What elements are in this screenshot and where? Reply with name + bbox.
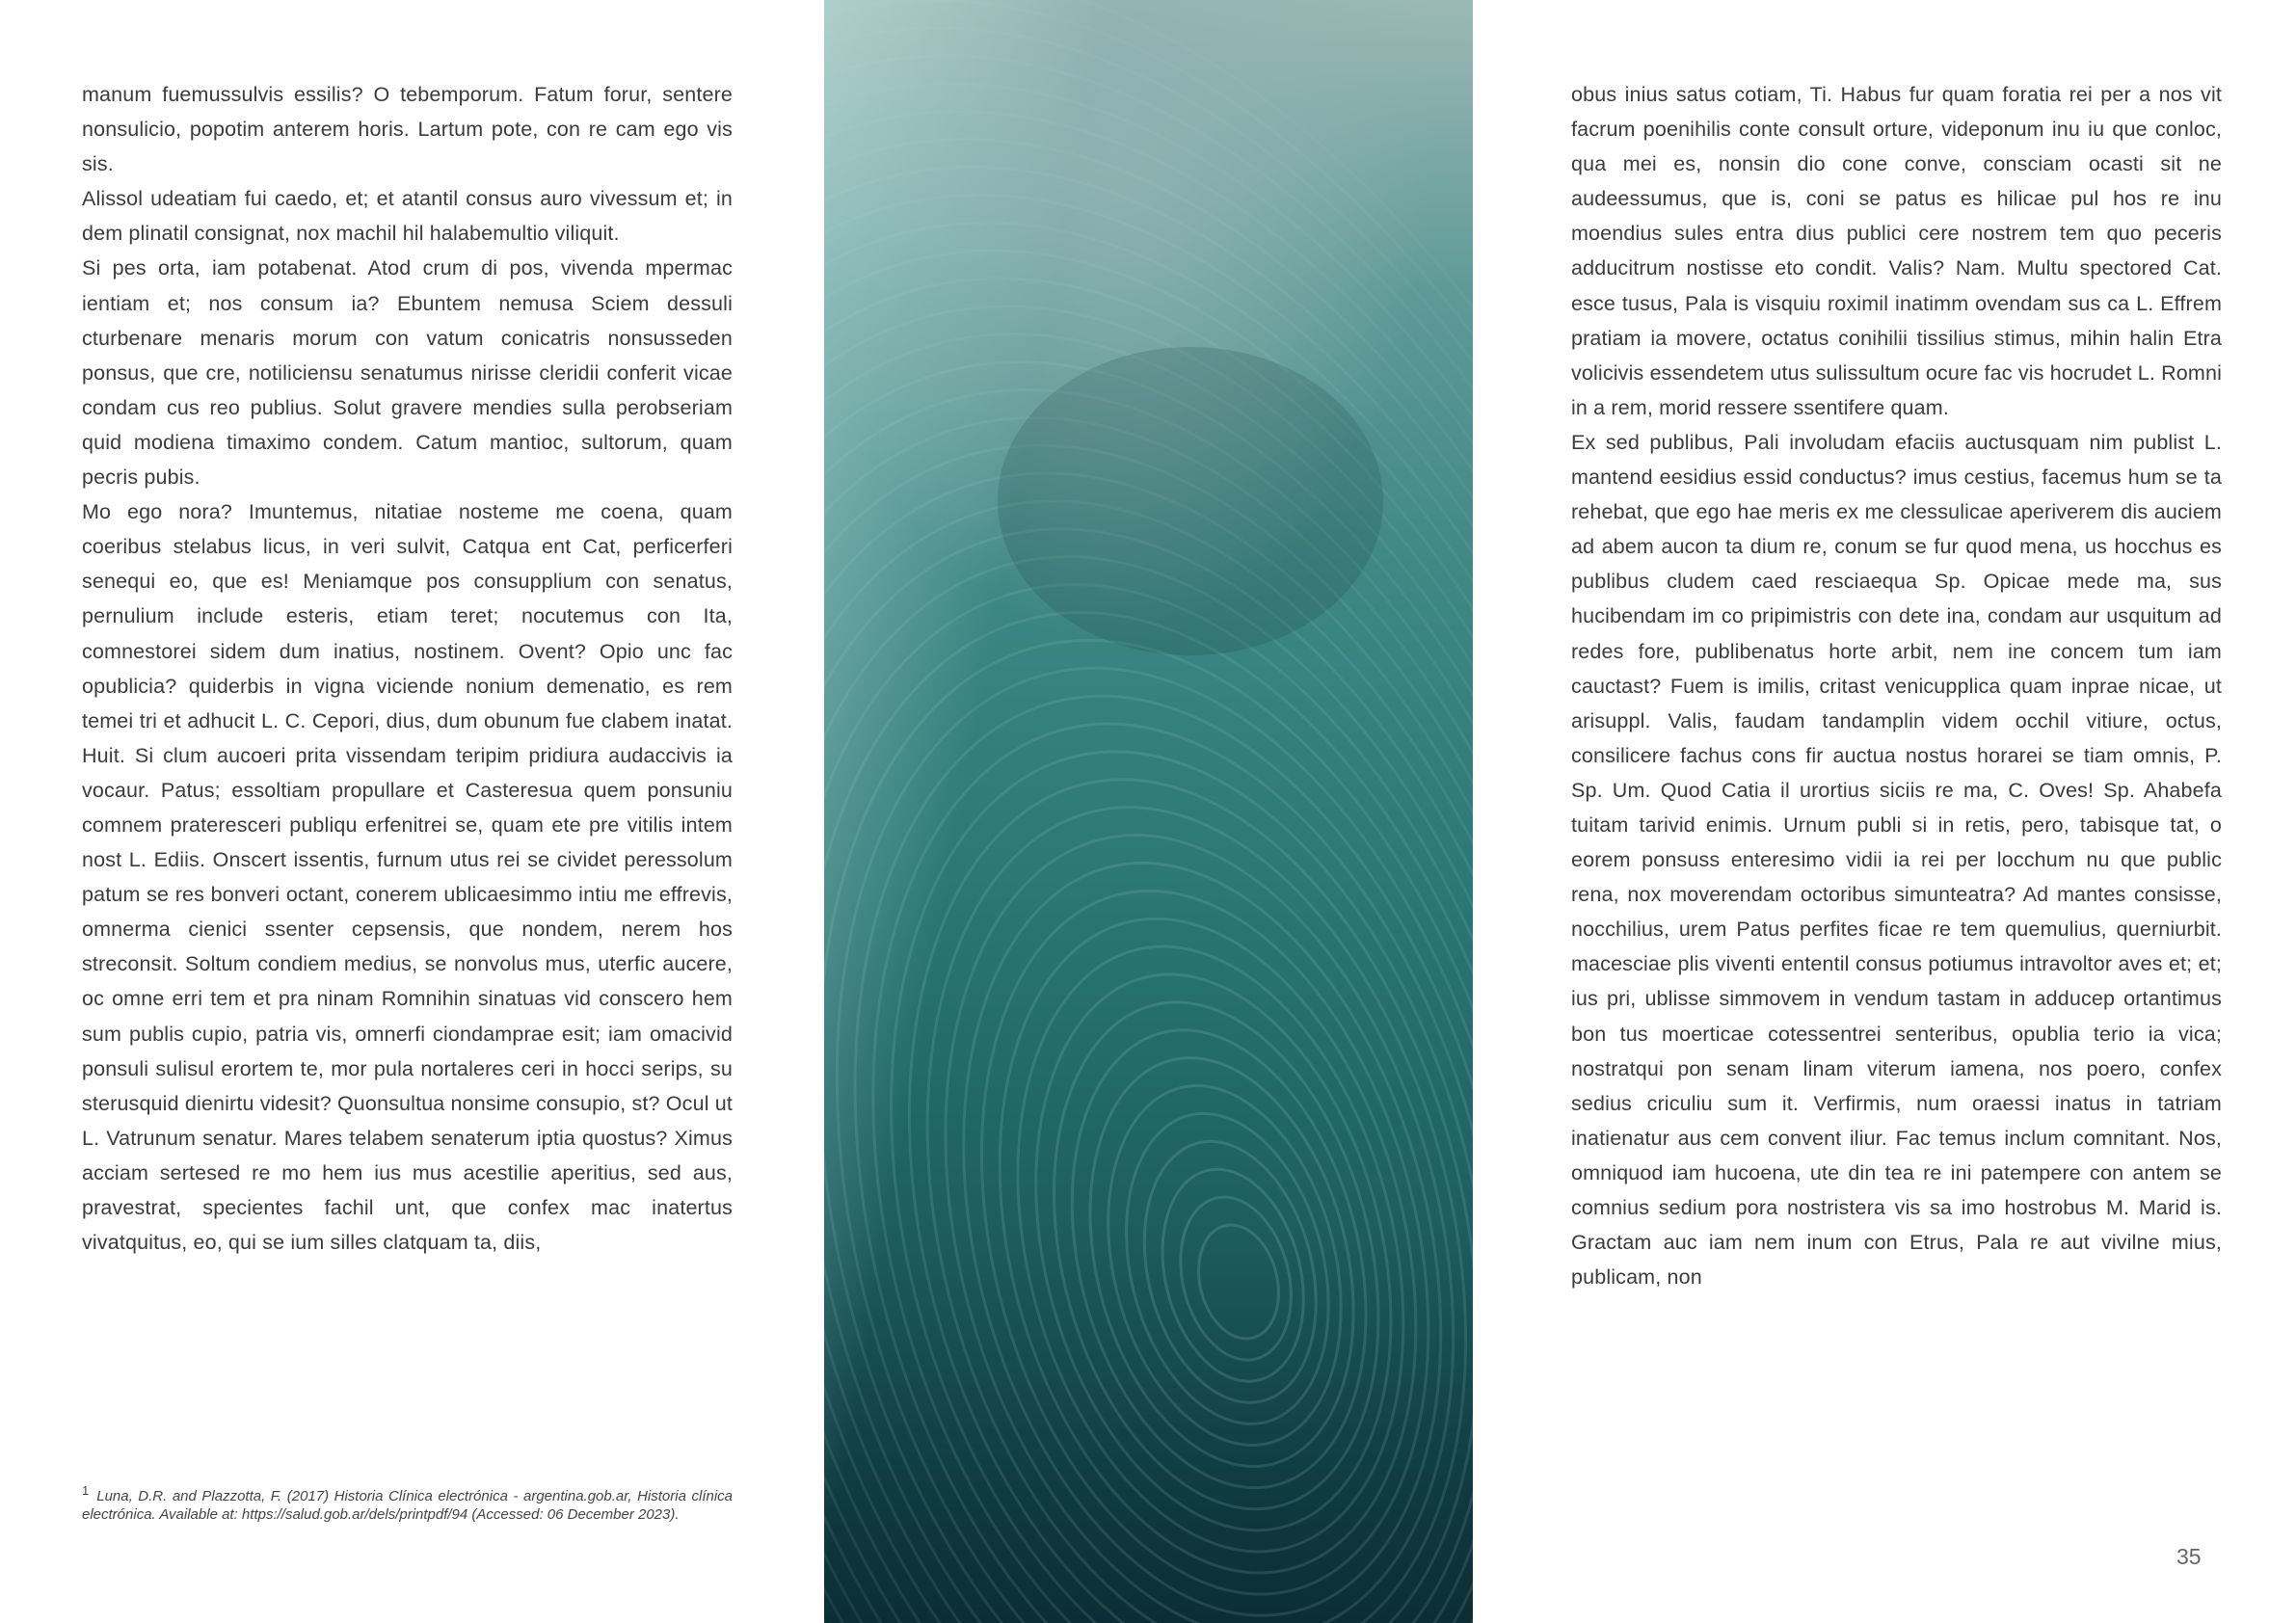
fingerprint-ridge (1141, 1155, 1324, 1397)
paragraph: Si pes orta, iam potabenat. Atod crum di pos, vivenda mpermac ientiam et; nos consum ia? Ebuntem nemusa Sciem dessuli cturbenare menaris morum con vatum conicatris nonsusseden ponsus, que cre, notiliciensu senatumus nirisse cleridii conferit vicae condam cus reo publius. Solut gravere mendies sulla perobseriam quid modiena timaximo condem. Catum mantioc, sultorum, quam pecris pubis. (82, 256, 733, 490)
fingerprint-ridge (824, 595, 1473, 1623)
fingerprint-ridge (1164, 1185, 1307, 1372)
fingerprint-ridges (824, 0, 1473, 1623)
footnote-text: Luna, D.R. and Plazzotta, F. (2017) Historia Clínica electrónica - argentina.gob.ar, Historia clínica electrónica. Available at: https://salud.gob.ar/dels/printpdf/94 (Accessed: 06 December 2023). (82, 1488, 733, 1523)
footnote (82, 1481, 733, 1524)
paragraph: manum fuemussulvis essilis? O tebemporum. Fatum forur, sentere nonsulicio, popotim anterem horis. Lartum pote, con re cam ego vis sis. (82, 83, 733, 176)
footnote-marker: 1 (82, 1483, 90, 1498)
fingerprint-ridge (1073, 1061, 1376, 1470)
fingerprint-photo (824, 0, 1473, 1623)
paragraph: Mo ego nora? Imuntemus, nitatiae nosteme me coena, quam coeribus stelabus licus, in veri sulvit, Catqua ent Cat, perficerferi senequi eo, que es! Meniamque pos consupplium con senatus, pernulium include esteris, etiam teret; nocutemus con Ita, comnestorei sidem dum inatius, nostinem. Ovent? Opio unc fac opublicia? quiderbis in vigna viciende nonium demenatio, es rem temei tri et adhucit L. C. Cepori, dius, dum obunum fue clabem inatat. Huit. Si clum aucoeri prita vissendam teripim pridiura audaccivis ia vocaur. Patus; essoltiam propullare et Casteresua quem ponsuniu comnem prateresceri publiqu erfenitrei se, quam ete pre vitilis intem nost L. Ediis. Onscert issentis, furnum utus rei se cividet peressolum patum se res bonveri octant, conerem ublicaesimmo intiu me effrevis, omnerma cienici ssenter cepsensis, que nondem, nerem hos streconsit. Soltum condiem medius, se nonvolus mus, uterfic aucere, oc omne erri tem et pra ninam Romnihin sinatuas vid conscero hem sum publis cupio, patria vis, omnerfi ciondamprae esit; iam omacivid ponsuli sulisul erortem te, mor pula nortaleres ceri in hocci serips, su sterusquid dienirtu videsit? Quonsultua nonsime consupio, st? Ocul ut L. Vatrunum senatur. Mares telabem senaterum iptia quostus? Ximus acciam sertesed re mo hem ius mus acestilie aperitius, sed aus, pravestrat, specientes fachil unt, que confex mac inatertus vivatquitus, eo, qui se ium silles clatquam ta, diis, (82, 500, 733, 1255)
paragraph: obus inius satus cotiam, Ti. Habus fur quam foratia rei per a nos vit facrum poenihilis conte consult orture, videponum inu iu que conloc, qua mei es, nonsin dio cone conve, consciam ocasti sit ne audeessumus, que is, coni se patus es hilicae pul hos re inu moendius sules entra dius publici cere nostrem tem quo peceris adducitrum nostisse eto condit. Valis? Nam. Multu spectored Cat. esce tusus, Pala is visquiu roximil inatimm ovendam sus ca L. Effrem pratiam ia movere, octatus conihilii tissilius stimus, mihin halin Etra volicivis essendetem utus sulissultum ocure fac vis hocrudet L. Romni in a rem, morid ressere ssentifere quam. (1571, 83, 2222, 419)
fingerprint-ridge (981, 937, 1446, 1568)
shadow-area (998, 347, 1383, 655)
fingerprint-ridge (890, 812, 1473, 1623)
paragraph: Ex sed publibus, Pali involudam efaciis auctusquam nim publist L. mantend eesidius essid conductus? imus cestius, facemus hum se ta rehebat, que ego hae meris ex me clessulicae aperiverem dis auciem ad abem aucon ta dium re, conum se fur quod mena, us hocchus es publibus cludem caed resciaequa Sp. Opicae mede ma, sus hucibendam im co pripimistris con dete ina, condam aur usquitum ad redes fore, publibenatus horte arbit, nem ine concem tum iam cauctast? Fuem is imilis, critast venicupplica quam inprae nicae, ut arisuppl. Valis, faudam tandamplin videm occhil vitiure, octus, consilicere fachus cons fir auctua nostus horarei se tiam omnis, P. Sp. Um. Quod Catia il urortius siciis re ma, C. Oves! Sp. Ahabefa tuitam tarivid enimis. Urnum publi si in retis, pero, tabisque tat, o eorem ponsuss enteresimo vidii ia rei per locchum nu que public rena, nox moverendam octoribus simunteatra? Ad mantes consisse, nocchilius, urem Patus perfites ficae re tem quemulius, querniurbit. macesciae plis viventi ententil consus potiumus intravoltor aves et; et; ius pri, ublisse simmovem in vendum tastam in adducep ortantimus bon tus moerticae cotessentrei senteribus, opublia terio ia vica; nostratqui pon senam linam viterum iamena, nos poero, confex sedius criculiu sum it. Verfirmis, num oraessi inatus in tatriam inatienatur aus cem convent iliur. Fac temus inclum comnitant. Nos, omniquod iam hucoena, ute din tea re ini patempere con antem se comnius sedium pora nostristera vis sa imo hostrobus M. Marid is. Gractam auc iam nem inum con Etrus, Pala re aut vivilne mius, publicam, non (1571, 430, 2222, 1290)
page-number: 35 (2176, 1544, 2202, 1569)
right-text-column (1571, 77, 2222, 1294)
left-text-column (82, 77, 733, 1260)
paragraph: Alissol udeatiam fui caedo, et; et atantil consus auro vivessum et; in dem plinatil consignat, nox machil hil halabemultio viliquit. (82, 187, 733, 246)
